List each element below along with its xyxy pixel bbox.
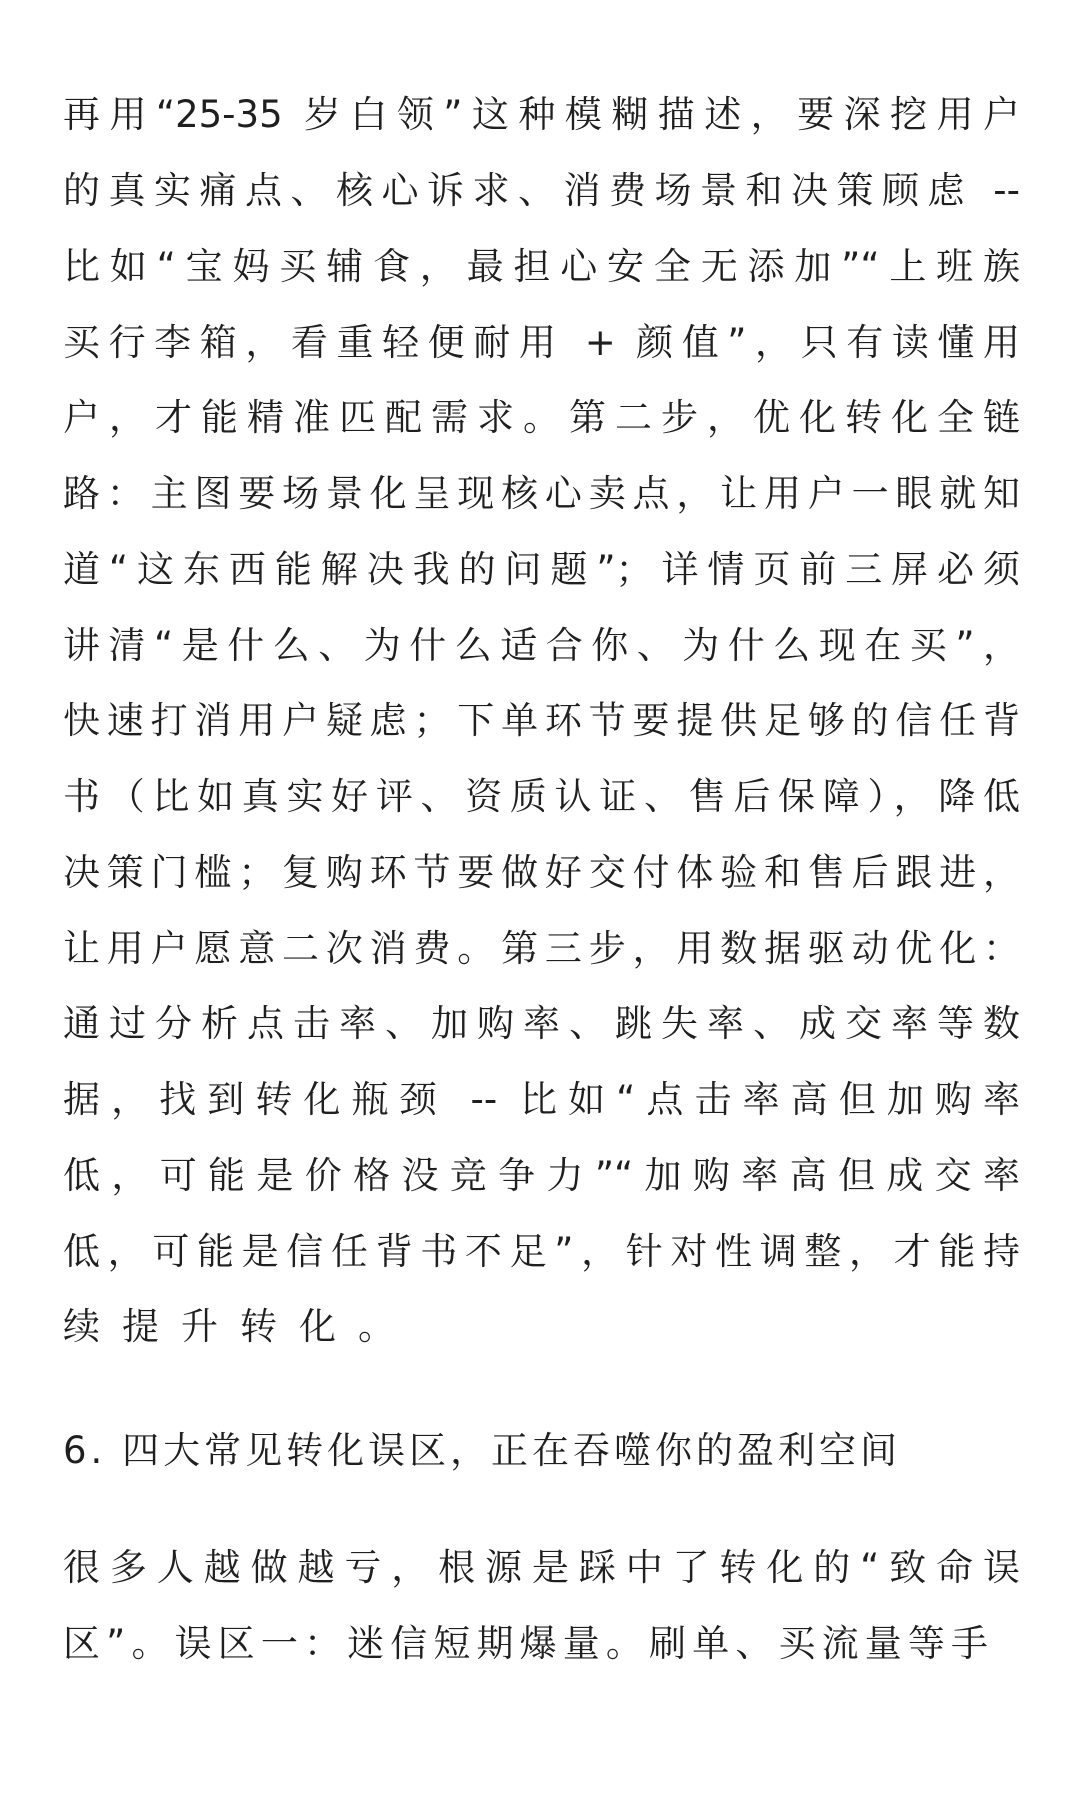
text-line: 户，才能精准匹配需求。第二步，优化转化全链 bbox=[63, 396, 1020, 439]
text-line: 买行李箱，看重轻便耐用 + 颜值”，只有读懂用 bbox=[63, 321, 1020, 364]
text-line: 很多人越做越亏，根源是踩中了转化的“致命误 bbox=[63, 1546, 1020, 1589]
text-line: 道“这东西能解决我的问题”；详情页前三屏必须 bbox=[63, 548, 1020, 591]
text-line: 书（比如真实好评、资质认证、售后保障），降低 bbox=[63, 775, 1020, 818]
section-heading: 6. 四大常见转化误区，正在吞噬你的盈利空间 bbox=[63, 1429, 902, 1472]
text-line: 决策门槛；复购环节要做好交付体验和售后跟进， bbox=[63, 851, 1020, 894]
text-line: 区”。误区一：迷信短期爆量。刷单、买流量等手 bbox=[63, 1622, 988, 1665]
text-line: 路：主图要场景化呈现核心卖点，让用户一眼就知 bbox=[63, 472, 1020, 515]
text-line: 再用“25-35 岁白领”这种模糊描述，要深挖用户 bbox=[63, 93, 1020, 136]
text-line: 据，找到转化瓶颈 -- 比如“点击率高但加购率 bbox=[63, 1078, 1020, 1121]
text-line: 续提升转化。 bbox=[63, 1305, 417, 1348]
text-line: 通过分析点击率、加购率、跳失率、成交率等数 bbox=[63, 1002, 1020, 1045]
text-line: 让用户愿意二次消费。第三步，用数据驱动优化： bbox=[63, 927, 1020, 970]
text-line: 快速打消用户疑虑；下单环节要提供足够的信任背 bbox=[63, 699, 1020, 742]
text-line: 讲清“是什么、为什么适合你、为什么现在买”， bbox=[63, 624, 1020, 667]
text-line: 的真实痛点、核心诉求、消费场景和决策顾虑 -- bbox=[63, 169, 1020, 212]
text-line: 低，可能是信任背书不足”，针对性调整，才能持 bbox=[63, 1230, 1020, 1273]
text-line: 低，可能是价格没竞争力”“加购率高但成交率 bbox=[63, 1154, 1020, 1197]
text-line: 比如“宝妈买辅食，最担心安全无添加”“上班族 bbox=[63, 245, 1020, 288]
